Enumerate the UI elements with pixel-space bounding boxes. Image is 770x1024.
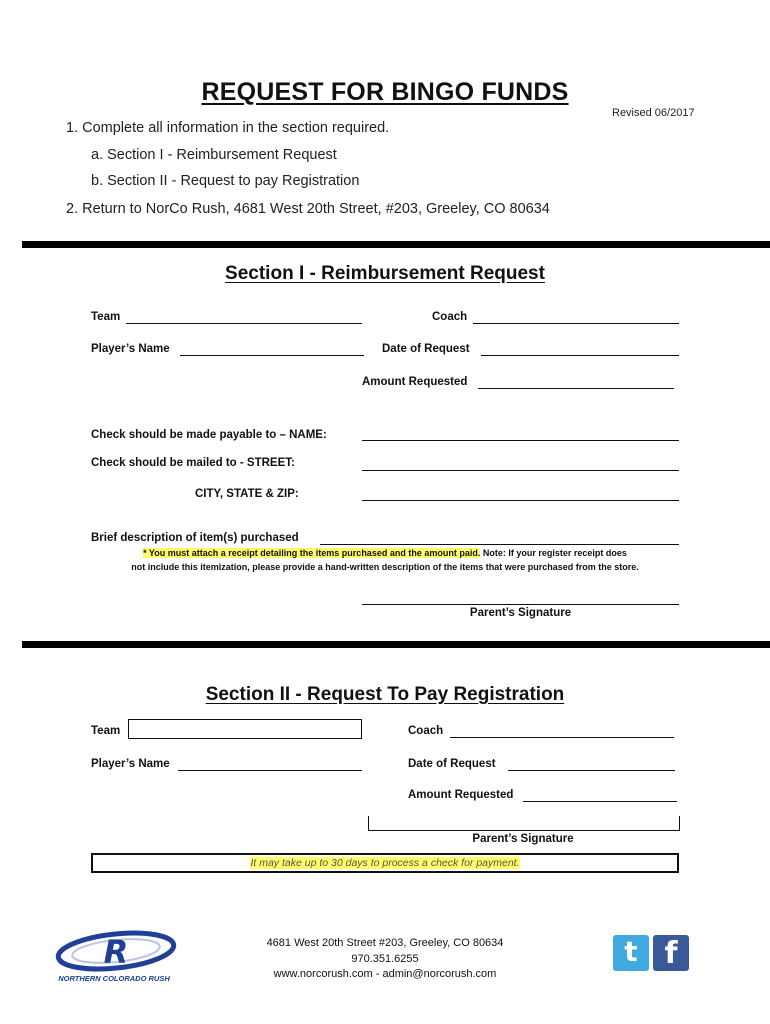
s1-payable-label: Check should be made payable to – NAME: [91,429,327,441]
s2-player-field[interactable] [178,770,362,771]
s2-amount-field[interactable] [523,801,677,802]
footer-web-email: www.norcorush.com - admin@norcorush.com [273,968,497,980]
s2-team-field[interactable] [128,719,362,739]
logo-text: NORTHERN COLORADO RUSH [58,974,170,983]
s2-signature-field[interactable] [368,816,680,831]
s1-coach-field[interactable] [473,323,679,324]
s2-team-label: Team [91,725,121,737]
s1-street-field[interactable] [362,470,679,471]
s1-player-label: Player’s Name [91,343,170,355]
s1-team-label: Team [91,311,121,323]
s2-player-label: Player’s Name [91,758,170,770]
revision-date: Revised 06/2017 [612,107,695,119]
s1-receipt-note-line2: not include this itemization, please provide a hand-written description of the items that were purchased from the store. [131,562,639,572]
instruction-step-1: 1. Complete all information in the section required. [66,120,390,136]
s1-receipt-note-highlight: * You must attach a receipt detailing the items purchased and the amount paid. [143,548,481,558]
s1-date-label: Date of Request [382,343,470,355]
footer-address: 4681 West 20th Street #203, Greeley, CO 80634 [266,937,504,949]
s2-date-field[interactable] [508,770,675,771]
s1-signature-field[interactable] [362,604,679,605]
s1-payable-field[interactable] [362,440,679,441]
s2-processing-note [91,853,679,873]
instruction-step-1a: a. Section I - Reimbursement Request [91,147,337,163]
s1-city-label: CITY, STATE & ZIP: [195,488,299,500]
facebook-icon[interactable] [653,935,689,971]
s2-date-label: Date of Request [408,758,496,770]
s1-amount-field[interactable] [478,388,674,389]
s1-city-field[interactable] [362,500,679,501]
instruction-step-2: 2. Return to NorCo Rush, 4681 West 20th Street, #203, Greeley, CO 80634 [66,201,550,217]
s1-amount-label: Amount Requested [362,376,468,388]
s2-amount-label: Amount Requested [408,789,514,801]
s1-receipt-note-line1 [0,548,770,558]
s1-player-field[interactable] [180,355,364,356]
s2-coach-field[interactable] [450,737,674,738]
logo-letter: R [103,933,129,971]
section1-title: Section I - Reimbursement Request [225,263,545,284]
s1-description-field[interactable] [320,544,679,545]
section-divider-1 [22,241,770,248]
section-divider-2 [22,641,770,648]
s2-coach-label: Coach [408,725,444,737]
s1-signature-label: Parent’s Signature [469,607,572,619]
s1-receipt-note-rest: Note: If your register receipt does [482,548,627,558]
s2-processing-note-text: It may take up to 30 days to process a check for payment. [250,857,520,869]
s1-coach-label: Coach [432,311,468,323]
twitter-icon[interactable] [613,935,649,971]
twitter-glyph: t [624,935,638,968]
section2-title: Section II - Request To Pay Registration [205,684,565,705]
instruction-step-1b: b. Section II - Request to pay Registration [91,173,360,189]
s1-date-field[interactable] [481,355,679,356]
facebook-glyph: f [664,936,678,971]
footer-phone: 970.351.6255 [351,953,419,965]
s1-description-label: Brief description of item(s) purchased [91,532,299,544]
s2-signature-label: Parent’s Signature [472,833,574,845]
s1-team-field[interactable] [126,323,362,324]
s1-street-label: Check should be mailed to - STREET: [91,457,295,469]
document-title: REQUEST FOR BINGO FUNDS [201,78,569,106]
